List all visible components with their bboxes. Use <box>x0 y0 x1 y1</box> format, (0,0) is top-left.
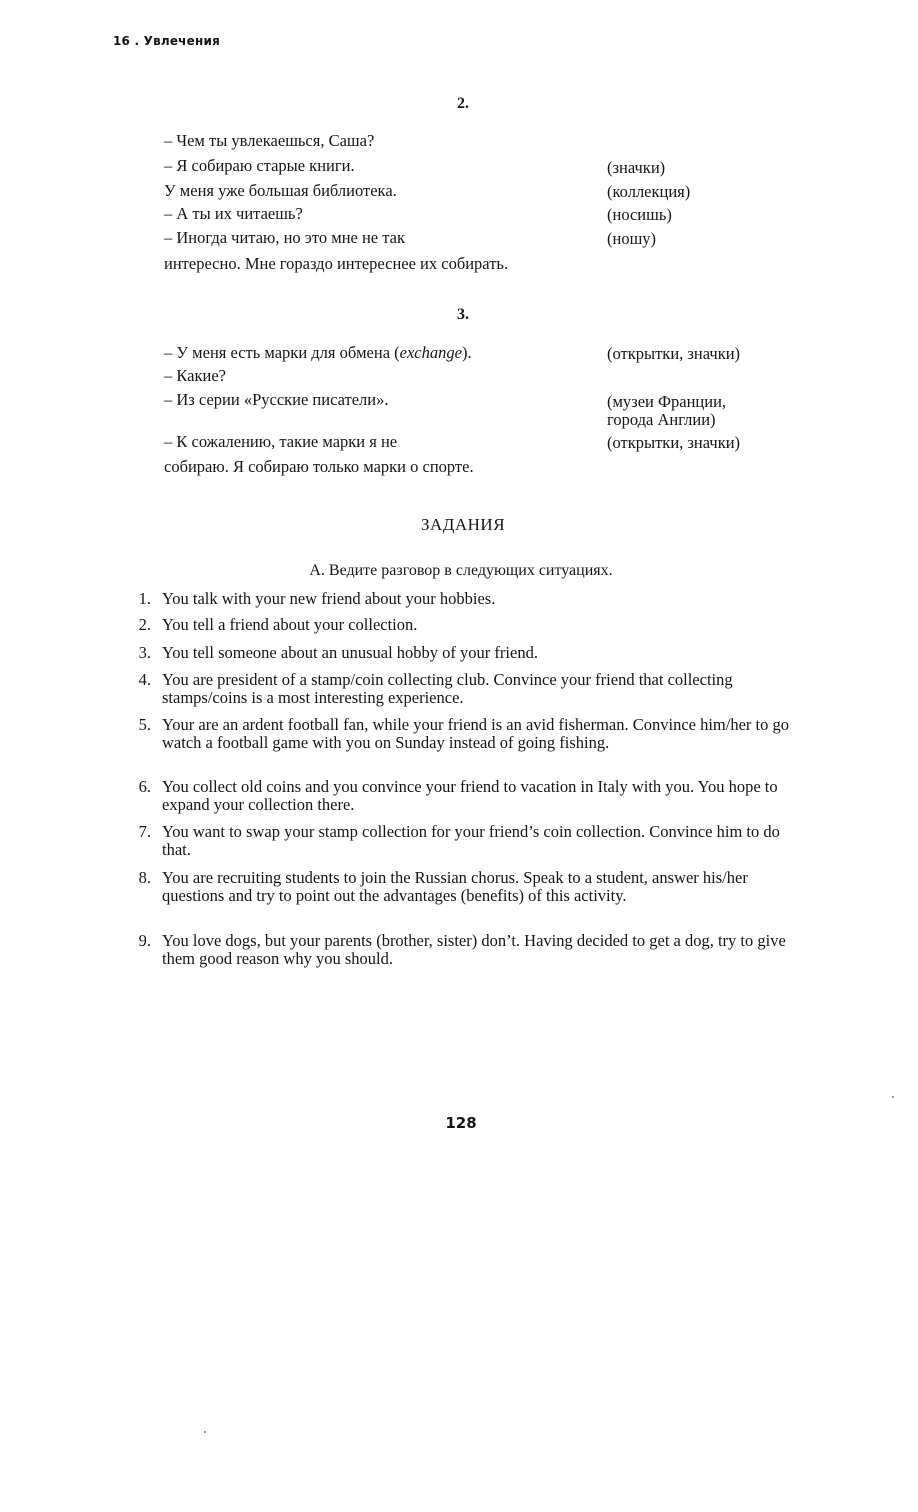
dialog-2-alternative-4: (ношу) <box>607 229 657 248</box>
task-item-5 <box>131 716 811 752</box>
task-number: 9. <box>138 931 151 950</box>
dialog-2-line-2: – Я собираю старые книги. <box>164 156 355 175</box>
dialog-3-alternative-3: (открытки, значки) <box>607 433 741 452</box>
task-number: 4. <box>138 670 151 689</box>
dialog-number-2: 2. <box>457 95 469 112</box>
task-text: Your are an ardent football fan, while your friend is an avid fisherman. Convince him/her to go watch a football game with you on Sunday instead of going fishing. <box>162 715 789 752</box>
dialog-2-alternative-2: (коллекция) <box>607 182 691 201</box>
task-item-9 <box>131 932 811 968</box>
task-item-3 <box>131 644 811 662</box>
dialog-number-3: 3. <box>457 306 469 323</box>
task-item-1 <box>131 590 811 608</box>
tasks-title: ЗАДАНИЯ <box>420 515 506 534</box>
dialog-3-line-2: – Какие? <box>164 366 226 385</box>
dialog-3-alternative-2a: (музеи Франции, <box>607 392 727 411</box>
scan-speck <box>204 1431 206 1433</box>
dialog-3-line-1-text: – У меня есть марки для обмена ( <box>164 343 400 362</box>
dialog-2-line-3: У меня уже большая библиотека. <box>164 181 397 200</box>
task-text: You want to swap your stamp collection for your friend’s coin collection. Convince him to do that. <box>162 822 780 859</box>
scan-speck <box>892 1096 894 1098</box>
task-item-6 <box>131 778 811 814</box>
dialog-3-line-1-end: ). <box>461 343 472 362</box>
task-text: You collect old coins and you convince your friend to vacation in Italy with you. You hope to expand your collection there. <box>162 777 778 814</box>
dialog-3-alternative-2b: города Англии) <box>607 410 716 429</box>
task-number: 5. <box>138 715 151 734</box>
dialog-2-alternative-3: (носишь) <box>607 205 672 224</box>
page-number: 128 <box>445 1114 477 1132</box>
task-number: 6. <box>138 777 151 796</box>
dialog-2-line-6: интересно. Мне гораздо интереснее их собирать. <box>164 254 509 273</box>
task-number: 2. <box>138 615 151 634</box>
dialog-2-line-5: – Иногда читаю, но это мне не так <box>164 228 406 247</box>
dialog-3-line-5: собираю. Я собираю только марки о спорте. <box>164 457 474 476</box>
running-head: 16 . Увлечения <box>113 34 220 48</box>
task-text: You tell someone about an unusual hobby of your friend. <box>162 643 538 662</box>
task-text: You are recruiting students to join the Russian chorus. Speak to a student, answer his/her questions and try to point out the advantages (benefits) of this activity. <box>162 868 748 905</box>
task-text: You love dogs, but your parents (brother, sister) don’t. Having decided to get a dog, try to give them good reason why you should. <box>162 931 786 968</box>
dialog-3-line-1 <box>164 343 472 363</box>
task-number: 1. <box>138 589 151 608</box>
task-item-8 <box>131 869 811 905</box>
dialog-3-exchange-word: exchange <box>399 343 462 362</box>
dialog-3-line-4: – К сожалению, такие марки я не <box>164 432 398 451</box>
dialog-2-line-4: – А ты их читаешь? <box>164 204 303 223</box>
tasks-instruction: А. Ведите разговор в следующих ситуациях. <box>309 562 613 579</box>
dialog-2-alternative-1: (значки) <box>607 158 666 177</box>
task-number: 7. <box>138 822 151 841</box>
dialog-3-line-3: – Из серии «Русские писатели». <box>164 390 389 409</box>
task-item-7 <box>131 823 811 859</box>
task-number: 3. <box>138 643 151 662</box>
task-text: You talk with your new friend about your hobbies. <box>162 589 496 608</box>
task-item-4 <box>131 671 811 707</box>
task-text: You tell a friend about your collection. <box>162 615 418 634</box>
task-item-2 <box>131 616 811 634</box>
task-number: 8. <box>138 868 151 887</box>
task-text: You are president of a stamp/coin collecting club. Convince your friend that collecting stamps/coins is a most interesting experience. <box>162 670 733 707</box>
dialog-2-line-1: – Чем ты увлекаешься, Саша? <box>164 131 375 150</box>
dialog-3-alternative-1: (открытки, значки) <box>607 344 741 363</box>
